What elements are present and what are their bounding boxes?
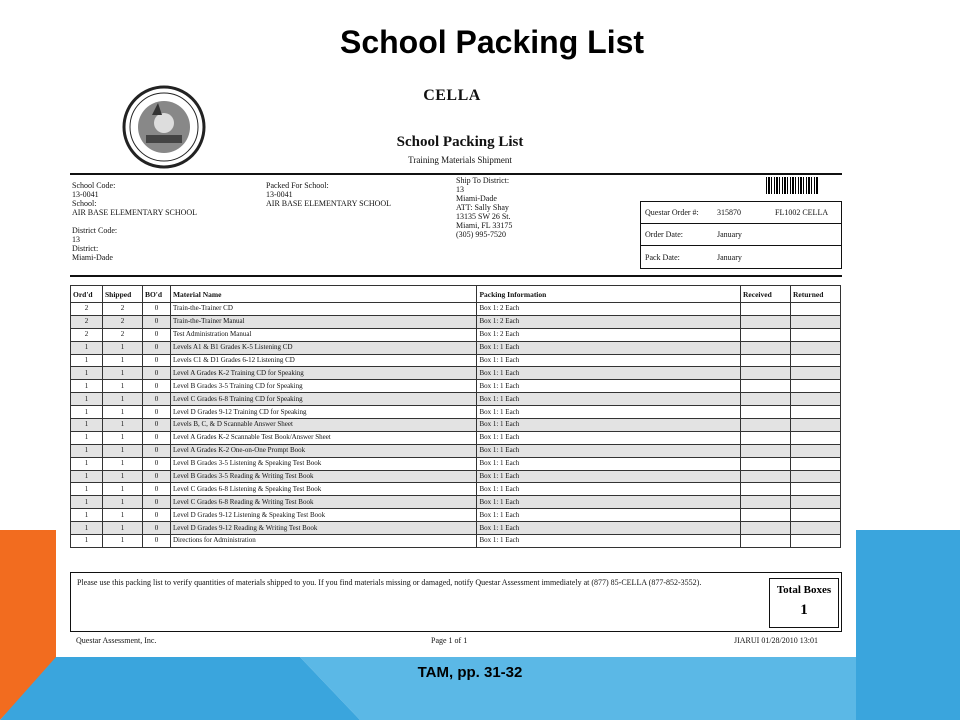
packing-info-cell: Box 1: 1 Each [477, 367, 741, 380]
ordered-cell: 1 [71, 509, 103, 522]
ordered-cell: 1 [71, 431, 103, 444]
column-header: Material Name [170, 286, 477, 303]
packing-info-cell: Box 1: 2 Each [477, 328, 741, 341]
table-row [71, 303, 841, 316]
packing-info-cell: Box 1: 1 Each [477, 522, 741, 535]
order-date-value: January [717, 230, 742, 239]
received-cell [741, 470, 791, 483]
returned-cell [790, 303, 840, 316]
material-name-cell: Levels B, C, & D Scannable Answer Sheet [170, 419, 477, 432]
received-cell [741, 522, 791, 535]
material-name-cell: Levels C1 & D1 Grades 6-12 Listening CD [170, 354, 477, 367]
backordered-cell: 0 [142, 354, 170, 367]
material-name-cell: Level C Grades 6-8 Listening & Speaking Test Book [170, 483, 477, 496]
table-row [71, 367, 841, 380]
received-cell [741, 419, 791, 432]
ordered-cell: 1 [71, 483, 103, 496]
ordered-cell: 1 [71, 522, 103, 535]
pack-date-label: Pack Date: [645, 252, 680, 262]
shipped-cell: 1 [102, 393, 142, 406]
material-name-cell: Level C Grades 6-8 Reading & Writing Test Book [170, 496, 477, 509]
packing-info-cell: Box 1: 1 Each [477, 406, 741, 419]
ordered-cell: 1 [71, 367, 103, 380]
backordered-cell: 0 [142, 496, 170, 509]
received-cell [741, 509, 791, 522]
total-boxes-value: 1 [800, 602, 808, 618]
backordered-cell: 0 [142, 431, 170, 444]
packing-info-cell: Box 1: 1 Each [477, 457, 741, 470]
table-row [71, 393, 841, 406]
material-name-cell: Level D Grades 9-12 Listening & Speaking Test Book [170, 509, 477, 522]
ship-to-info: Ship To District: 13 Miami-Dade ATT: Sally Shay 13135 SW 26 St. Miami, FL 33175 (305) 995-7520 [456, 176, 513, 239]
blue-bottom-band [0, 657, 360, 720]
shipped-cell: 1 [102, 509, 142, 522]
ordered-cell: 1 [71, 380, 103, 393]
material-name-cell: Level D Grades 9-12 Reading & Writing Test Book [170, 522, 477, 535]
table-header-row [71, 286, 841, 303]
table-body [71, 303, 841, 548]
material-name-cell: Level C Grades 6-8 Training CD for Speaking [170, 393, 477, 406]
shipped-cell: 1 [102, 457, 142, 470]
ordered-cell: 1 [71, 457, 103, 470]
total-boxes-label: Total Boxes [776, 584, 832, 596]
order-number-value: 315870 [717, 208, 741, 217]
returned-cell [790, 406, 840, 419]
document-subtitle: Training Materials Shipment [408, 155, 512, 165]
packing-info-cell: Box 1: 1 Each [477, 341, 741, 354]
received-cell [741, 354, 791, 367]
returned-cell [790, 457, 840, 470]
returned-cell [790, 328, 840, 341]
table-row [71, 470, 841, 483]
backordered-cell: 0 [142, 315, 170, 328]
packing-info-cell: Box 1: 1 Each [477, 483, 741, 496]
order-date-label: Order Date: [645, 230, 683, 239]
footer-company: Questar Assessment, Inc. [76, 636, 157, 645]
total-boxes-box [769, 578, 839, 628]
table-row [71, 522, 841, 535]
packing-info-cell: Box 1: 1 Each [477, 444, 741, 457]
received-cell [741, 341, 791, 354]
ordered-cell: 2 [71, 303, 103, 316]
shipped-cell: 1 [102, 380, 142, 393]
table-row [71, 406, 841, 419]
returned-cell [790, 522, 840, 535]
column-header: BO'd [142, 286, 170, 303]
received-cell [741, 444, 791, 457]
table-row [71, 354, 841, 367]
material-name-cell: Level B Grades 3-5 Listening & Speaking Test Book [170, 457, 477, 470]
packing-info-cell: Box 1: 1 Each [477, 470, 741, 483]
packing-info-cell: Box 1: 1 Each [477, 509, 741, 522]
column-header: Ord'd [71, 286, 103, 303]
backordered-cell: 0 [142, 341, 170, 354]
packing-list-document [56, 79, 856, 657]
received-cell [741, 380, 791, 393]
table-row [71, 328, 841, 341]
returned-cell [790, 444, 840, 457]
shipped-cell: 1 [102, 444, 142, 457]
shipped-cell: 1 [102, 341, 142, 354]
notice-text: Please use this packing list to verify quantities of materials shipped to you. If you find materials missing or damaged, notify Questar Assessment immediately at (877) 85-CELLA (877-852-3552). [77, 578, 702, 587]
ordered-cell: 1 [71, 393, 103, 406]
material-name-cell: Level B Grades 3-5 Reading & Writing Test Book [170, 470, 477, 483]
materials-table [70, 285, 841, 548]
table-row [71, 457, 841, 470]
order-date-row [641, 224, 841, 246]
returned-cell [790, 509, 840, 522]
received-cell [741, 367, 791, 380]
header-rule [70, 173, 842, 175]
material-name-cell: Level B Grades 3-5 Training CD for Speaking [170, 380, 477, 393]
received-cell [741, 303, 791, 316]
received-cell [741, 457, 791, 470]
shipped-cell: 1 [102, 483, 142, 496]
packing-info-cell: Box 1: 1 Each [477, 419, 741, 432]
shipped-cell: 1 [102, 470, 142, 483]
order-number-label: Questar Order #: [645, 208, 699, 217]
backordered-cell: 0 [142, 444, 170, 457]
table-row [71, 444, 841, 457]
ordered-cell: 1 [71, 496, 103, 509]
shipped-cell: 1 [102, 367, 142, 380]
material-name-cell: Train-the-Trainer CD [170, 303, 477, 316]
backordered-cell: 0 [142, 535, 170, 548]
packed-for-info: Packed For School: 13-0041 AIR BASE ELEMENTARY SCHOOL [266, 181, 392, 208]
table-top-rule [70, 275, 842, 277]
packing-info-cell: Box 1: 1 Each [477, 496, 741, 509]
shipped-cell: 2 [102, 315, 142, 328]
received-cell [741, 483, 791, 496]
shipped-cell: 2 [102, 328, 142, 341]
returned-cell [790, 496, 840, 509]
returned-cell [790, 419, 840, 432]
packing-info-cell: Box 1: 1 Each [477, 393, 741, 406]
shipped-cell: 1 [102, 419, 142, 432]
shipped-cell: 1 [102, 354, 142, 367]
shipped-cell: 1 [102, 496, 142, 509]
footer-stamp: JIARUI 01/28/2010 13:01 [734, 636, 818, 645]
column-header: Packing Information [477, 286, 741, 303]
ordered-cell: 2 [71, 328, 103, 341]
table-row [71, 509, 841, 522]
column-header: Received [741, 286, 791, 303]
material-name-cell: Level A Grades K-2 One-on-One Prompt Book [170, 444, 477, 457]
backordered-cell: 0 [142, 483, 170, 496]
received-cell [741, 535, 791, 548]
packing-info-cell: Box 1: 1 Each [477, 380, 741, 393]
table-row [71, 431, 841, 444]
slide-title: School Packing List [339, 24, 645, 60]
material-name-cell: Level A Grades K-2 Training CD for Speaking [170, 367, 477, 380]
blue-corner-shape [856, 530, 960, 720]
barcode-icon [766, 177, 818, 194]
received-cell [741, 328, 791, 341]
table-row [71, 496, 841, 509]
returned-cell [790, 483, 840, 496]
packing-info-cell: Box 1: 2 Each [477, 315, 741, 328]
backordered-cell: 0 [142, 457, 170, 470]
order-number-row [641, 202, 841, 224]
returned-cell [790, 535, 840, 548]
table-row [71, 380, 841, 393]
backordered-cell: 0 [142, 509, 170, 522]
document-title: School Packing List [396, 134, 524, 150]
material-name-cell: Train-the-Trainer Manual [170, 315, 477, 328]
ordered-cell: 1 [71, 341, 103, 354]
ordered-cell: 1 [71, 444, 103, 457]
backordered-cell: 0 [142, 303, 170, 316]
footer-page: Page 1 of 1 [431, 636, 468, 645]
backordered-cell: 0 [142, 367, 170, 380]
returned-cell [790, 470, 840, 483]
table-row [71, 535, 841, 548]
ordered-cell: 1 [71, 470, 103, 483]
backordered-cell: 0 [142, 380, 170, 393]
received-cell [741, 431, 791, 444]
school-info: School Code: 13-0041 School: AIR BASE ELEMENTARY SCHOOL District Code: 13 District: Miami-Dade [72, 181, 198, 262]
ordered-cell: 1 [71, 406, 103, 419]
packing-info-cell: Box 1: 1 Each [477, 354, 741, 367]
backordered-cell: 0 [142, 393, 170, 406]
returned-cell [790, 315, 840, 328]
received-cell [741, 406, 791, 419]
column-header: Returned [790, 286, 840, 303]
ordered-cell: 1 [71, 535, 103, 548]
material-name-cell: Level A Grades K-2 Scannable Test Book/Answer Sheet [170, 431, 477, 444]
packing-info-cell: Box 1: 1 Each [477, 535, 741, 548]
backordered-cell: 0 [142, 328, 170, 341]
program-name: CELLA [423, 87, 481, 104]
shipped-cell: 1 [102, 431, 142, 444]
ordered-cell: 1 [71, 354, 103, 367]
pack-date-row [641, 246, 841, 268]
column-header: Shipped [102, 286, 142, 303]
returned-cell [790, 354, 840, 367]
backordered-cell: 0 [142, 522, 170, 535]
table-row [71, 315, 841, 328]
table-row [71, 419, 841, 432]
table-row [71, 341, 841, 354]
material-name-cell: Directions for Administration [170, 535, 477, 548]
returned-cell [790, 341, 840, 354]
shipped-cell: 1 [102, 522, 142, 535]
shipped-cell: 2 [102, 303, 142, 316]
returned-cell [790, 431, 840, 444]
backordered-cell: 0 [142, 470, 170, 483]
shipped-cell: 1 [102, 406, 142, 419]
ordered-cell: 2 [71, 315, 103, 328]
returned-cell [790, 393, 840, 406]
packing-info-cell: Box 1: 1 Each [477, 431, 741, 444]
material-name-cell: Test Administration Manual [170, 328, 477, 341]
shipped-cell: 1 [102, 535, 142, 548]
backordered-cell: 0 [142, 419, 170, 432]
packing-info-cell: Box 1: 2 Each [477, 303, 741, 316]
material-name-cell: Level D Grades 9-12 Training CD for Speaking [170, 406, 477, 419]
slide-caption: TAM, pp. 31-32 [417, 664, 523, 681]
returned-cell [790, 367, 840, 380]
notice-box [70, 572, 842, 632]
received-cell [741, 393, 791, 406]
order-code: FL1002 CELLA [775, 208, 829, 217]
received-cell [741, 496, 791, 509]
order-info-box [640, 201, 842, 269]
received-cell [741, 315, 791, 328]
pack-date-value: January [717, 252, 742, 262]
material-name-cell: Levels A1 & B1 Grades K-5 Listening CD [170, 341, 477, 354]
returned-cell [790, 380, 840, 393]
backordered-cell: 0 [142, 406, 170, 419]
ordered-cell: 1 [71, 419, 103, 432]
table-row [71, 483, 841, 496]
